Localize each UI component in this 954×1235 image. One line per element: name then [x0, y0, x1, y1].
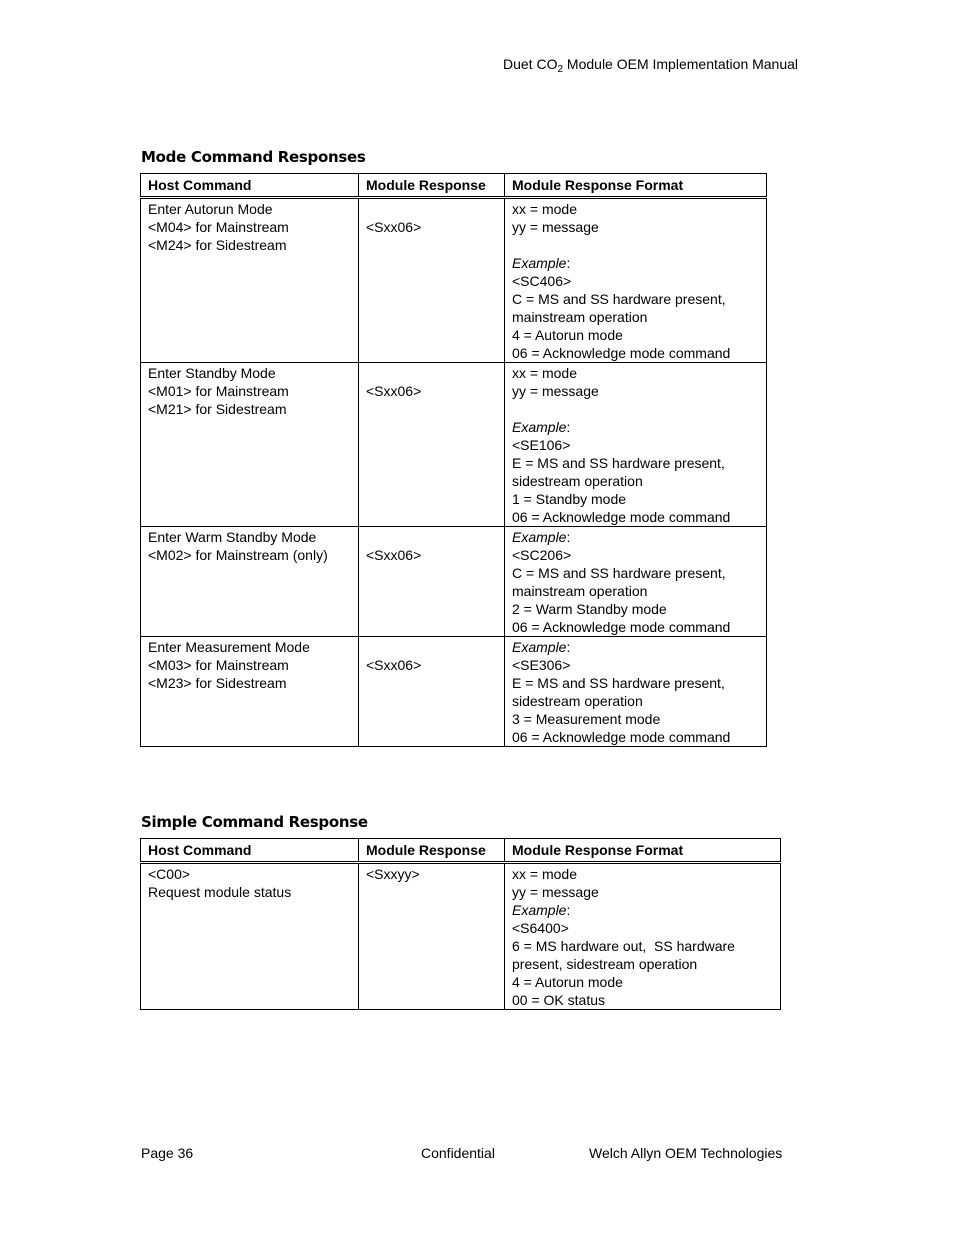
module-response-cell [359, 637, 505, 747]
footer-page-number: Page 36 [141, 1145, 194, 1161]
host-command-cell [141, 863, 359, 1010]
format-line: E = MS and SS hardware present, [512, 675, 725, 691]
host-command-line: Enter Warm Standby Mode [148, 529, 317, 545]
response-format-cell [505, 527, 767, 637]
module-response-cell [359, 363, 505, 527]
format-line: yy = message [512, 383, 599, 399]
format-line: <SE306> [512, 657, 571, 673]
column-header: Host Command [141, 839, 359, 863]
format-line: present, sidestream operation [512, 956, 698, 972]
page-header [503, 56, 799, 75]
header-title-suffix: Module OEM Implementation Manual [563, 56, 799, 72]
host-command-line: <M21> for Sidestream [148, 401, 287, 417]
host-command-line: Enter Autorun Mode [148, 201, 273, 217]
format-line: sidestream operation [512, 473, 643, 489]
column-header: Module Response Format [505, 174, 767, 198]
module-response-cell [359, 198, 505, 363]
header-title-prefix: Duet CO [503, 56, 558, 72]
format-line: C = MS and SS hardware present, [512, 565, 726, 581]
example-label: Example [512, 902, 567, 918]
format-line: 4 = Autorun mode [512, 327, 623, 343]
example-label: Example [512, 639, 567, 655]
host-command-line: <M04> for Mainstream [148, 219, 289, 235]
format-line: E = MS and SS hardware present, [512, 455, 725, 471]
format-line: 06 = Acknowledge mode command [512, 619, 731, 635]
format-line: 4 = Autorun mode [512, 974, 623, 990]
column-header: Module Response Format [505, 839, 781, 863]
host-command-cell [141, 637, 359, 747]
format-line: 1 = Standby mode [512, 491, 627, 507]
table-row [141, 198, 767, 363]
format-line: xx = mode [512, 365, 577, 381]
response-format-cell [505, 637, 767, 747]
example-label: Example [512, 419, 567, 435]
response-format-cell [505, 863, 781, 1010]
table-row [141, 363, 767, 527]
format-line: sidestream operation [512, 693, 643, 709]
example-heading: Example: [512, 529, 571, 545]
host-command-cell [141, 527, 359, 637]
example-heading: Example: [512, 639, 571, 655]
host-command-line: <M24> for Sidestream [148, 237, 287, 253]
simple-section-title: Simple Command Response [141, 813, 368, 831]
format-line: 06 = Acknowledge mode command [512, 729, 731, 745]
example-label: Example [512, 255, 567, 271]
format-line: C = MS and SS hardware present, [512, 291, 726, 307]
format-line: 6 = MS hardware out, SS hardware [512, 938, 735, 954]
footer-company: Welch Allyn OEM Technologies [589, 1145, 783, 1161]
format-line: 06 = Acknowledge mode command [512, 509, 731, 525]
host-command-line: <M02> for Mainstream (only) [148, 547, 328, 563]
format-line: 2 = Warm Standby mode [512, 601, 667, 617]
format-line: 00 = OK status [512, 992, 605, 1008]
format-line: yy = message [512, 219, 599, 235]
module-response-cell [359, 863, 505, 1010]
host-command-line: Enter Measurement Mode [148, 639, 310, 655]
module-response-value: <Sxx06> [366, 657, 422, 673]
host-command-line: <M03> for Mainstream [148, 657, 289, 673]
format-line: 3 = Measurement mode [512, 711, 661, 727]
module-response-value: <Sxx06> [366, 383, 422, 399]
format-line: <SE106> [512, 437, 571, 453]
format-line: mainstream operation [512, 583, 648, 599]
example-label: Example [512, 529, 567, 545]
host-command-line: <M01> for Mainstream [148, 383, 289, 399]
format-line: <S6400> [512, 920, 569, 936]
example-heading: Example: [512, 255, 571, 271]
footer-confidential: Confidential [421, 1145, 495, 1161]
format-line: xx = mode [512, 201, 577, 217]
format-line: yy = message [512, 884, 599, 900]
example-heading: Example: [512, 902, 571, 918]
table-row [141, 863, 781, 1010]
table-row [141, 637, 767, 747]
table-header-row [141, 174, 767, 198]
module-response-value: <Sxx06> [366, 219, 422, 235]
column-header: Host Command [141, 174, 359, 198]
format-line: 06 = Acknowledge mode command [512, 345, 731, 361]
format-line: xx = mode [512, 866, 577, 882]
host-command-line: Enter Standby Mode [148, 365, 276, 381]
host-command-line: <M23> for Sidestream [148, 675, 287, 691]
module-response-value: <Sxxyy> [366, 866, 420, 882]
format-line: mainstream operation [512, 309, 648, 325]
host-command-line: <C00> [148, 866, 191, 882]
module-response-value: <Sxx06> [366, 547, 422, 563]
column-header: Module Response [359, 174, 505, 198]
format-line: <SC406> [512, 273, 572, 289]
simple-response-table [140, 838, 781, 1010]
column-header: Module Response [359, 839, 505, 863]
header-title-subscript: 2 [557, 64, 564, 75]
response-format-cell [505, 363, 767, 527]
host-command-line: Request module status [148, 884, 292, 900]
example-heading: Example: [512, 419, 571, 435]
host-command-cell [141, 198, 359, 363]
mode-section-title: Mode Command Responses [141, 148, 366, 166]
module-response-cell [359, 527, 505, 637]
response-format-cell [505, 198, 767, 363]
table-header-row [141, 839, 781, 863]
host-command-cell [141, 363, 359, 527]
table-row [141, 527, 767, 637]
mode-responses-table [140, 173, 767, 747]
format-line: <SC206> [512, 547, 572, 563]
